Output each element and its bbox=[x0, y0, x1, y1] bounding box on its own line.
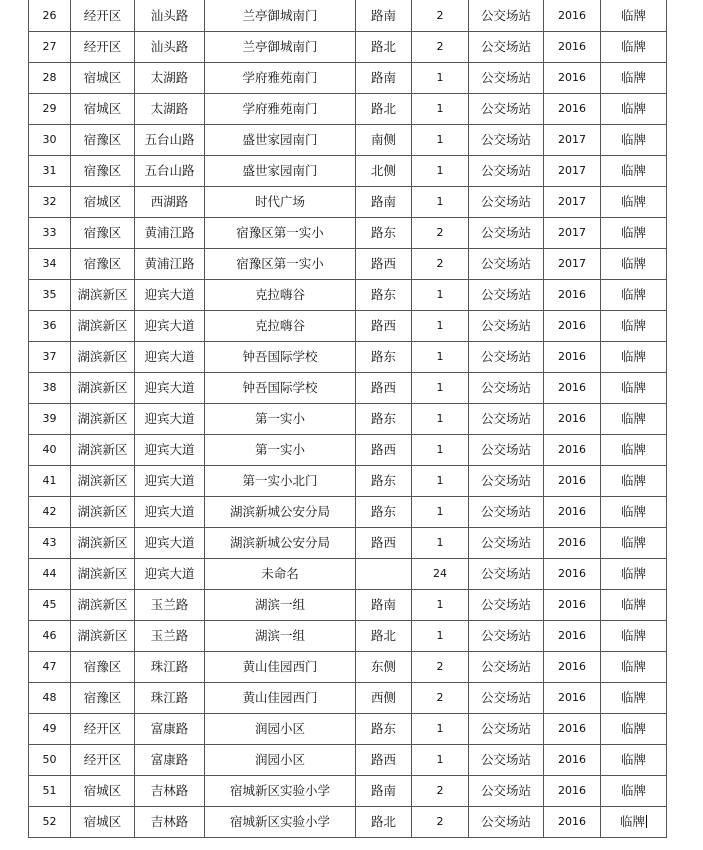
cell-facility-type: 公交场站 bbox=[469, 94, 544, 125]
cell-district: 经开区 bbox=[71, 714, 135, 745]
cell-plate-status: 临牌 bbox=[601, 528, 667, 559]
cell-year: 2016 bbox=[544, 621, 601, 652]
cell-count: 24 bbox=[412, 559, 469, 590]
cell-district: 宿豫区 bbox=[71, 683, 135, 714]
cell-side: 路东 bbox=[356, 466, 412, 497]
cell-count: 2 bbox=[412, 652, 469, 683]
cell-facility-type: 公交场站 bbox=[469, 528, 544, 559]
cell-road: 迎宾大道 bbox=[135, 559, 205, 590]
cell-year: 2016 bbox=[544, 528, 601, 559]
cell-count: 2 bbox=[412, 32, 469, 63]
table-row bbox=[29, 311, 667, 342]
cell-road: 五台山路 bbox=[135, 125, 205, 156]
cell-row-number: 28 bbox=[29, 63, 71, 94]
cell-side: 路东 bbox=[356, 497, 412, 528]
cell-location: 兰亭御城南门 bbox=[205, 0, 356, 32]
cell-count: 1 bbox=[412, 94, 469, 125]
cell-year: 2016 bbox=[544, 590, 601, 621]
cell-district: 宿城区 bbox=[71, 187, 135, 218]
table-row bbox=[29, 249, 667, 280]
cell-facility-type: 公交场站 bbox=[469, 342, 544, 373]
cell-side: 南侧 bbox=[356, 125, 412, 156]
cell-year: 2016 bbox=[544, 559, 601, 590]
cell-facility-type: 公交场站 bbox=[469, 621, 544, 652]
cell-year: 2017 bbox=[544, 156, 601, 187]
cell-road: 吉林路 bbox=[135, 807, 205, 838]
cell-road: 黄浦江路 bbox=[135, 249, 205, 280]
cell-year: 2016 bbox=[544, 683, 601, 714]
cell-count: 1 bbox=[412, 435, 469, 466]
cell-count: 1 bbox=[412, 311, 469, 342]
cell-road: 迎宾大道 bbox=[135, 342, 205, 373]
table-row bbox=[29, 559, 667, 590]
cell-row-number: 42 bbox=[29, 497, 71, 528]
cell-district: 宿城区 bbox=[71, 94, 135, 125]
cell-district: 湖滨新区 bbox=[71, 497, 135, 528]
cell-location: 兰亭御城南门 bbox=[205, 32, 356, 63]
cell-year: 2017 bbox=[544, 218, 601, 249]
cell-district: 宿豫区 bbox=[71, 218, 135, 249]
cell-year: 2016 bbox=[544, 0, 601, 32]
cell-year: 2016 bbox=[544, 94, 601, 125]
cell-count: 1 bbox=[412, 187, 469, 218]
cell-road: 西湖路 bbox=[135, 187, 205, 218]
cell-row-number: 36 bbox=[29, 311, 71, 342]
cell-facility-type: 公交场站 bbox=[469, 807, 544, 838]
cell-count: 2 bbox=[412, 683, 469, 714]
cell-district: 宿豫区 bbox=[71, 652, 135, 683]
cell-count: 2 bbox=[412, 218, 469, 249]
cell-row-number: 50 bbox=[29, 745, 71, 776]
cell-location: 宿城新区实验小学 bbox=[205, 776, 356, 807]
cell-location: 湖滨新城公安分局 bbox=[205, 497, 356, 528]
cell-count: 1 bbox=[412, 280, 469, 311]
cell-plate-status: 临牌 bbox=[601, 156, 667, 187]
cell-plate-status: 临牌 bbox=[601, 652, 667, 683]
cell-row-number: 41 bbox=[29, 466, 71, 497]
table-row bbox=[29, 32, 667, 63]
cell-road: 珠江路 bbox=[135, 652, 205, 683]
cell-plate-status: 临牌 bbox=[601, 342, 667, 373]
cell-facility-type: 公交场站 bbox=[469, 0, 544, 32]
cell-location: 润园小区 bbox=[205, 745, 356, 776]
cell-plate-status: 临牌 bbox=[601, 404, 667, 435]
cell-year: 2017 bbox=[544, 187, 601, 218]
cell-row-number: 27 bbox=[29, 32, 71, 63]
cell-year: 2016 bbox=[544, 466, 601, 497]
cell-road: 迎宾大道 bbox=[135, 528, 205, 559]
cell-facility-type: 公交场站 bbox=[469, 280, 544, 311]
table-row bbox=[29, 745, 667, 776]
cell-location: 钟吾国际学校 bbox=[205, 373, 356, 404]
cell-facility-type: 公交场站 bbox=[469, 404, 544, 435]
cell-district: 经开区 bbox=[71, 745, 135, 776]
cell-location: 钟吾国际学校 bbox=[205, 342, 356, 373]
cell-district: 湖滨新区 bbox=[71, 621, 135, 652]
cell-location: 黄山佳园西门 bbox=[205, 652, 356, 683]
cell-count: 1 bbox=[412, 63, 469, 94]
table-row bbox=[29, 776, 667, 807]
cell-road: 富康路 bbox=[135, 714, 205, 745]
cell-district: 宿豫区 bbox=[71, 249, 135, 280]
table-row bbox=[29, 435, 667, 466]
cell-count: 1 bbox=[412, 621, 469, 652]
cell-count: 1 bbox=[412, 714, 469, 745]
cell-row-number: 37 bbox=[29, 342, 71, 373]
cell-side: 路西 bbox=[356, 528, 412, 559]
cell-row-number: 33 bbox=[29, 218, 71, 249]
cell-count: 1 bbox=[412, 404, 469, 435]
cell-side: 路东 bbox=[356, 218, 412, 249]
table-body bbox=[29, 0, 667, 838]
cell-plate-status: 临牌 bbox=[601, 807, 667, 838]
cell-year: 2016 bbox=[544, 311, 601, 342]
cell-road: 珠江路 bbox=[135, 683, 205, 714]
cell-facility-type: 公交场站 bbox=[469, 63, 544, 94]
cell-facility-type: 公交场站 bbox=[469, 652, 544, 683]
cell-row-number: 34 bbox=[29, 249, 71, 280]
cell-district: 湖滨新区 bbox=[71, 311, 135, 342]
cell-location: 第一实小 bbox=[205, 404, 356, 435]
cell-facility-type: 公交场站 bbox=[469, 683, 544, 714]
table-row bbox=[29, 187, 667, 218]
cell-road: 黄浦江路 bbox=[135, 218, 205, 249]
cell-road: 五台山路 bbox=[135, 156, 205, 187]
table-row bbox=[29, 373, 667, 404]
cell-row-number: 39 bbox=[29, 404, 71, 435]
cell-facility-type: 公交场站 bbox=[469, 373, 544, 404]
cell-plate-status: 临牌 bbox=[601, 590, 667, 621]
cell-side: 路北 bbox=[356, 621, 412, 652]
cell-location: 湖滨新城公安分局 bbox=[205, 528, 356, 559]
cell-side: 路东 bbox=[356, 280, 412, 311]
cell-side: 路东 bbox=[356, 714, 412, 745]
cell-district: 湖滨新区 bbox=[71, 280, 135, 311]
cell-year: 2016 bbox=[544, 652, 601, 683]
cell-row-number: 49 bbox=[29, 714, 71, 745]
cell-count: 1 bbox=[412, 745, 469, 776]
cell-location: 时代广场 bbox=[205, 187, 356, 218]
cell-facility-type: 公交场站 bbox=[469, 435, 544, 466]
cell-side: 路北 bbox=[356, 94, 412, 125]
cell-side: 路东 bbox=[356, 404, 412, 435]
cell-plate-status: 临牌 bbox=[601, 187, 667, 218]
cell-count: 1 bbox=[412, 156, 469, 187]
cell-count: 1 bbox=[412, 528, 469, 559]
cell-year: 2016 bbox=[544, 435, 601, 466]
cell-plate-status: 临牌 bbox=[601, 94, 667, 125]
cell-side: 路西 bbox=[356, 249, 412, 280]
cell-row-number: 48 bbox=[29, 683, 71, 714]
cell-road: 迎宾大道 bbox=[135, 280, 205, 311]
cell-district: 宿豫区 bbox=[71, 156, 135, 187]
cell-location: 第一实小 bbox=[205, 435, 356, 466]
cell-plate-status: 临牌 bbox=[601, 435, 667, 466]
table-row bbox=[29, 714, 667, 745]
cell-year: 2016 bbox=[544, 745, 601, 776]
cell-side: 路北 bbox=[356, 807, 412, 838]
cell-plate-status: 临牌 bbox=[601, 63, 667, 94]
cell-location: 盛世家园南门 bbox=[205, 125, 356, 156]
table-row bbox=[29, 94, 667, 125]
cell-road: 迎宾大道 bbox=[135, 373, 205, 404]
cell-side: 路西 bbox=[356, 311, 412, 342]
cell-location: 克拉嗨谷 bbox=[205, 311, 356, 342]
cell-plate-status: 临牌 bbox=[601, 32, 667, 63]
cell-side: 路南 bbox=[356, 776, 412, 807]
cell-count: 1 bbox=[412, 590, 469, 621]
cell-facility-type: 公交场站 bbox=[469, 714, 544, 745]
cell-plate-status: 临牌 bbox=[601, 373, 667, 404]
cell-row-number: 43 bbox=[29, 528, 71, 559]
table-row bbox=[29, 466, 667, 497]
cell-plate-status: 临牌 bbox=[601, 218, 667, 249]
cell-district: 湖滨新区 bbox=[71, 342, 135, 373]
cell-plate-status: 临牌 bbox=[601, 621, 667, 652]
table-row bbox=[29, 683, 667, 714]
cell-facility-type: 公交场站 bbox=[469, 249, 544, 280]
cell-row-number: 31 bbox=[29, 156, 71, 187]
cell-year: 2016 bbox=[544, 776, 601, 807]
cell-row-number: 38 bbox=[29, 373, 71, 404]
cell-row-number: 51 bbox=[29, 776, 71, 807]
cell-count: 2 bbox=[412, 249, 469, 280]
cell-road: 太湖路 bbox=[135, 94, 205, 125]
table-row bbox=[29, 590, 667, 621]
cell-road: 汕头路 bbox=[135, 0, 205, 32]
cell-side: 路南 bbox=[356, 187, 412, 218]
cell-plate-status: 临牌 bbox=[601, 311, 667, 342]
table-row bbox=[29, 280, 667, 311]
cell-row-number: 32 bbox=[29, 187, 71, 218]
cell-district: 湖滨新区 bbox=[71, 466, 135, 497]
cell-facility-type: 公交场站 bbox=[469, 187, 544, 218]
cell-side: 西侧 bbox=[356, 683, 412, 714]
table-row bbox=[29, 652, 667, 683]
table-row bbox=[29, 125, 667, 156]
cell-road: 玉兰路 bbox=[135, 590, 205, 621]
cell-row-number: 35 bbox=[29, 280, 71, 311]
cell-count: 1 bbox=[412, 125, 469, 156]
cell-district: 湖滨新区 bbox=[71, 528, 135, 559]
table-row bbox=[29, 342, 667, 373]
cell-plate-status: 临牌 bbox=[601, 497, 667, 528]
cell-row-number: 26 bbox=[29, 0, 71, 32]
cell-district: 宿城区 bbox=[71, 776, 135, 807]
cell-road: 玉兰路 bbox=[135, 621, 205, 652]
cell-facility-type: 公交场站 bbox=[469, 156, 544, 187]
cell-district: 宿豫区 bbox=[71, 125, 135, 156]
cell-side: 路西 bbox=[356, 435, 412, 466]
cell-road: 迎宾大道 bbox=[135, 435, 205, 466]
table-row bbox=[29, 63, 667, 94]
cell-row-number: 29 bbox=[29, 94, 71, 125]
cell-side bbox=[356, 559, 412, 590]
cell-count: 1 bbox=[412, 342, 469, 373]
table-row bbox=[29, 807, 667, 838]
cell-location: 湖滨一组 bbox=[205, 590, 356, 621]
cell-location: 宿城新区实验小学 bbox=[205, 807, 356, 838]
table-row bbox=[29, 404, 667, 435]
table-row bbox=[29, 621, 667, 652]
cell-side: 路南 bbox=[356, 590, 412, 621]
cell-location: 宿豫区第一实小 bbox=[205, 218, 356, 249]
cell-side: 东侧 bbox=[356, 652, 412, 683]
cell-plate-status: 临牌 bbox=[601, 466, 667, 497]
cell-district: 湖滨新区 bbox=[71, 373, 135, 404]
cell-location: 学府雅苑南门 bbox=[205, 94, 356, 125]
cell-road: 汕头路 bbox=[135, 32, 205, 63]
cell-location: 学府雅苑南门 bbox=[205, 63, 356, 94]
table-row bbox=[29, 0, 667, 32]
cell-plate-status: 临牌 bbox=[601, 280, 667, 311]
cell-count: 2 bbox=[412, 0, 469, 32]
cell-facility-type: 公交场站 bbox=[469, 497, 544, 528]
data-table bbox=[28, 0, 667, 838]
cell-row-number: 40 bbox=[29, 435, 71, 466]
table-row bbox=[29, 497, 667, 528]
cell-plate-status: 临牌 bbox=[601, 776, 667, 807]
cell-facility-type: 公交场站 bbox=[469, 776, 544, 807]
table-row bbox=[29, 218, 667, 249]
cell-road: 迎宾大道 bbox=[135, 404, 205, 435]
cell-plate-status: 临牌 bbox=[601, 249, 667, 280]
cell-plate-status: 临牌 bbox=[601, 0, 667, 32]
cell-count: 2 bbox=[412, 776, 469, 807]
cell-facility-type: 公交场站 bbox=[469, 311, 544, 342]
cell-row-number: 30 bbox=[29, 125, 71, 156]
cell-year: 2016 bbox=[544, 497, 601, 528]
cell-year: 2016 bbox=[544, 32, 601, 63]
cell-row-number: 47 bbox=[29, 652, 71, 683]
cell-year: 2016 bbox=[544, 404, 601, 435]
cell-count: 2 bbox=[412, 807, 469, 838]
cell-facility-type: 公交场站 bbox=[469, 466, 544, 497]
cell-year: 2017 bbox=[544, 125, 601, 156]
cell-side: 路南 bbox=[356, 0, 412, 32]
cell-location: 未命名 bbox=[205, 559, 356, 590]
cell-row-number: 46 bbox=[29, 621, 71, 652]
cell-facility-type: 公交场站 bbox=[469, 745, 544, 776]
cell-location: 宿豫区第一实小 bbox=[205, 249, 356, 280]
cell-year: 2016 bbox=[544, 714, 601, 745]
cell-district: 经开区 bbox=[71, 32, 135, 63]
cell-district: 湖滨新区 bbox=[71, 590, 135, 621]
cell-plate-status: 临牌 bbox=[601, 745, 667, 776]
cell-year: 2016 bbox=[544, 280, 601, 311]
cell-road: 迎宾大道 bbox=[135, 497, 205, 528]
cell-location: 盛世家园南门 bbox=[205, 156, 356, 187]
cell-count: 1 bbox=[412, 497, 469, 528]
cell-road: 迎宾大道 bbox=[135, 466, 205, 497]
text-cursor bbox=[646, 815, 647, 828]
cell-count: 1 bbox=[412, 373, 469, 404]
cell-facility-type: 公交场站 bbox=[469, 559, 544, 590]
cell-road: 富康路 bbox=[135, 745, 205, 776]
cell-year: 2016 bbox=[544, 342, 601, 373]
cell-plate-status: 临牌 bbox=[601, 683, 667, 714]
cell-row-number: 44 bbox=[29, 559, 71, 590]
cell-year: 2016 bbox=[544, 63, 601, 94]
cell-facility-type: 公交场站 bbox=[469, 218, 544, 249]
table-row bbox=[29, 156, 667, 187]
cell-count: 1 bbox=[412, 466, 469, 497]
cell-facility-type: 公交场站 bbox=[469, 125, 544, 156]
cell-side: 路西 bbox=[356, 745, 412, 776]
cell-side: 路北 bbox=[356, 32, 412, 63]
cell-side: 路东 bbox=[356, 342, 412, 373]
cell-side: 路南 bbox=[356, 63, 412, 94]
cell-location: 黄山佳园西门 bbox=[205, 683, 356, 714]
cell-year: 2016 bbox=[544, 807, 601, 838]
cell-plate-status: 临牌 bbox=[601, 714, 667, 745]
cell-road: 迎宾大道 bbox=[135, 311, 205, 342]
cell-plate-status: 临牌 bbox=[601, 559, 667, 590]
cell-location: 湖滨一组 bbox=[205, 621, 356, 652]
cell-side: 北侧 bbox=[356, 156, 412, 187]
cell-district: 经开区 bbox=[71, 0, 135, 32]
cell-road: 太湖路 bbox=[135, 63, 205, 94]
cell-location: 克拉嗨谷 bbox=[205, 280, 356, 311]
table-row bbox=[29, 528, 667, 559]
cell-road: 吉林路 bbox=[135, 776, 205, 807]
cell-district: 湖滨新区 bbox=[71, 404, 135, 435]
cell-facility-type: 公交场站 bbox=[469, 32, 544, 63]
cell-location: 第一实小北门 bbox=[205, 466, 356, 497]
cell-side: 路西 bbox=[356, 373, 412, 404]
cell-plate-status: 临牌 bbox=[601, 125, 667, 156]
cell-year: 2016 bbox=[544, 373, 601, 404]
cell-row-number: 52 bbox=[29, 807, 71, 838]
cell-district: 湖滨新区 bbox=[71, 559, 135, 590]
cell-district: 宿城区 bbox=[71, 63, 135, 94]
cell-location: 润园小区 bbox=[205, 714, 356, 745]
cell-district: 宿城区 bbox=[71, 807, 135, 838]
cell-year: 2017 bbox=[544, 249, 601, 280]
cell-facility-type: 公交场站 bbox=[469, 590, 544, 621]
cell-district: 湖滨新区 bbox=[71, 435, 135, 466]
cell-row-number: 45 bbox=[29, 590, 71, 621]
